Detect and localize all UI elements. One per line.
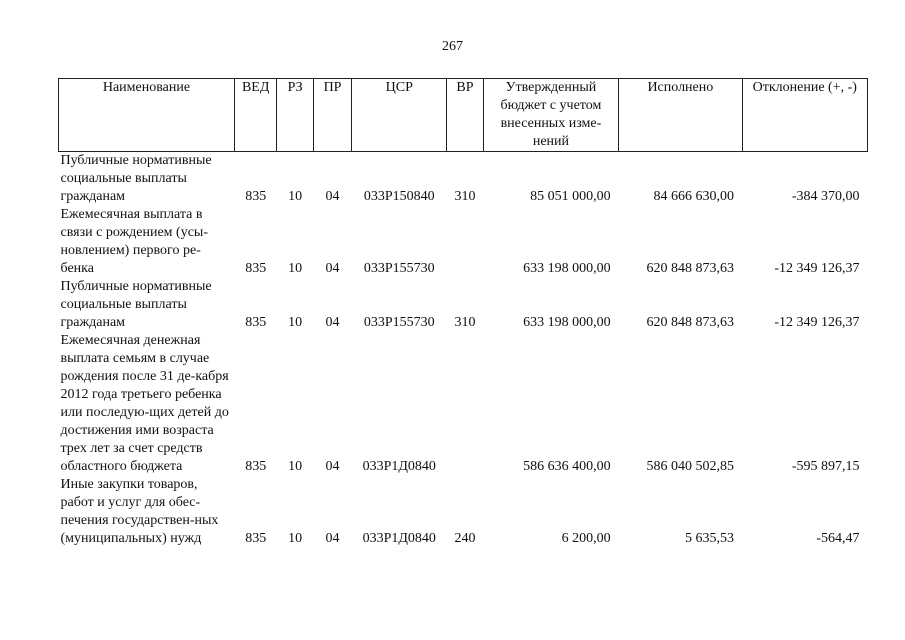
row-name: Иные закупки товаров, работ и услуг для обес-печения государствен-ных (муниципальных) нужд: [60, 477, 219, 546]
row-pr: 04: [325, 189, 340, 204]
row-deviation: -12 349 126,37: [774, 315, 860, 330]
row-ved: 835: [245, 531, 267, 546]
row-name: Публичные нормативные социальные выплаты гражданам: [60, 279, 212, 330]
row-csr: 033P1Д0840: [362, 459, 436, 474]
header-vr: ВР: [447, 79, 483, 152]
row-executed: 620 848 873,63: [646, 261, 735, 276]
row-budget: 633 198 000,00: [523, 315, 611, 330]
row-deviation: -595 897,15: [791, 459, 860, 474]
row-budget: 586 636 400,00: [523, 459, 611, 474]
row-pr: 04: [325, 315, 340, 330]
row-rz: 10: [288, 531, 303, 546]
row-pr: 04: [325, 531, 340, 546]
row-csr: 033P1Д0840: [362, 531, 436, 546]
row-executed: 84 666 630,00: [653, 189, 735, 204]
header-ved: ВЕД: [234, 79, 276, 152]
row-ved: 835: [245, 315, 267, 330]
row-budget: 6 200,00: [561, 531, 611, 546]
header-budget: Утвержденный бюджет с учетом внесенных изме-нений: [483, 79, 619, 152]
row-vr: 240: [454, 531, 476, 546]
header-rz: РЗ: [277, 79, 313, 152]
table-row: [59, 206, 868, 278]
row-ved: 835: [245, 189, 267, 204]
page-number: 267: [442, 39, 463, 54]
table-header-row: [59, 79, 868, 152]
row-csr: 033P150840: [363, 189, 435, 204]
table-row: [59, 476, 868, 548]
header-name: Наименование: [59, 79, 235, 152]
row-ved: 835: [245, 261, 267, 276]
row-budget: 633 198 000,00: [523, 261, 611, 276]
budget-table: [58, 78, 868, 548]
row-vr: 310: [454, 315, 476, 330]
row-ved: 835: [245, 459, 267, 474]
row-executed: 620 848 873,63: [646, 315, 735, 330]
row-rz: 10: [288, 459, 303, 474]
row-pr: 04: [325, 261, 340, 276]
row-budget: 85 051 000,00: [530, 189, 611, 204]
row-rz: 10: [288, 189, 303, 204]
row-deviation: -384 370,00: [791, 189, 860, 204]
header-csr: ЦСР: [352, 79, 447, 152]
row-name: Ежемесячная денежная выплата семьям в случае рождения после 31 де-кабря 2012 года третьего ребенка или последую-щих детей до достижения ими возраста трех лет за счет средств областного бюджета: [60, 333, 229, 474]
row-name: Ежемесячная выплата в связи с рождением (усы-новлением) первого ре-бенка: [60, 207, 208, 276]
row-vr: 310: [454, 189, 476, 204]
row-pr: 04: [325, 459, 340, 474]
table-row: [59, 152, 868, 207]
row-vr: [447, 206, 483, 278]
row-deviation: -12 349 126,37: [774, 261, 860, 276]
header-deviation: Отклонение (+, -): [742, 79, 867, 152]
row-executed: 586 040 502,85: [646, 459, 735, 474]
row-deviation: -564,47: [816, 531, 860, 546]
row-csr: 033P155730: [363, 315, 435, 330]
row-rz: 10: [288, 261, 303, 276]
row-vr: [447, 332, 483, 476]
table-row: [59, 278, 868, 332]
row-name: Публичные нормативные социальные выплаты гражданам: [60, 153, 212, 204]
table-row: [59, 332, 868, 476]
header-executed: Исполнено: [619, 79, 742, 152]
row-rz: 10: [288, 315, 303, 330]
header-pr: ПР: [313, 79, 351, 152]
row-csr: 033P155730: [363, 261, 435, 276]
row-executed: 5 635,53: [685, 531, 735, 546]
